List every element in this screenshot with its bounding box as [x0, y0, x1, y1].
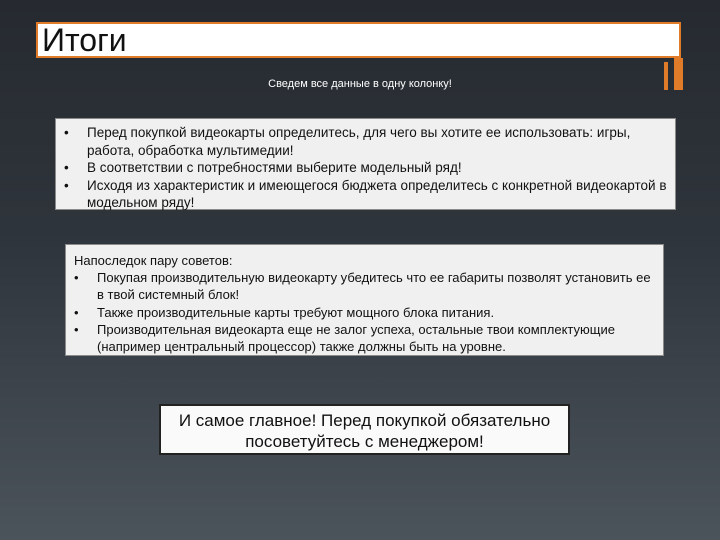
tips-heading: Напоследок пару советов: — [74, 253, 233, 268]
main-advice-text: И самое главное! Перед покупкой обязательно посоветуйтесь с менеджером! — [178, 411, 551, 451]
list-item — [74, 321, 657, 356]
bullet-icon: • — [74, 270, 79, 285]
list-item-text: Исходя из характеристик и имеющегося бюджета определитесь с конкретной видеокартой в модельном ряду! — [87, 177, 667, 210]
list-item-text: Производительная видеокарта еще не залог успеха, остальные твои комплектующие (например центральный процессор) также должны быть на уровне. — [97, 321, 615, 355]
list-item — [64, 124, 667, 159]
main-advice-box — [159, 404, 570, 455]
slide-title: Итоги — [42, 22, 127, 58]
summary-list — [64, 124, 667, 212]
list-item — [74, 269, 657, 304]
list-item-text: В соответствии с потребностями выберите модельный ряд! — [87, 160, 462, 175]
title-box — [36, 22, 681, 58]
bullet-icon: • — [74, 304, 79, 320]
list-item — [64, 177, 667, 212]
summary-box — [55, 118, 676, 210]
bullet-icon: • — [64, 125, 69, 140]
list-item-text: Перед покупкой видеокарты определитесь, для чего вы хотите ее использовать: игры, работа, обработка мультимедии! — [87, 125, 631, 158]
tips-box — [65, 244, 664, 356]
slide-subtitle: Сведем все данные в одну колонку! — [268, 78, 452, 90]
list-item-text: Также производительные карты требуют мощного блока питания. — [97, 304, 495, 320]
list-item — [74, 304, 657, 321]
bullet-icon: • — [74, 321, 79, 337]
tips-list — [74, 269, 657, 355]
list-item-text: Покупая производительную видеокарту убедитесь что ее габариты позволят установить ее в твой системный блок! — [97, 270, 651, 303]
bullet-icon: • — [64, 160, 69, 175]
list-item — [64, 159, 667, 177]
bullet-icon: • — [64, 177, 69, 193]
